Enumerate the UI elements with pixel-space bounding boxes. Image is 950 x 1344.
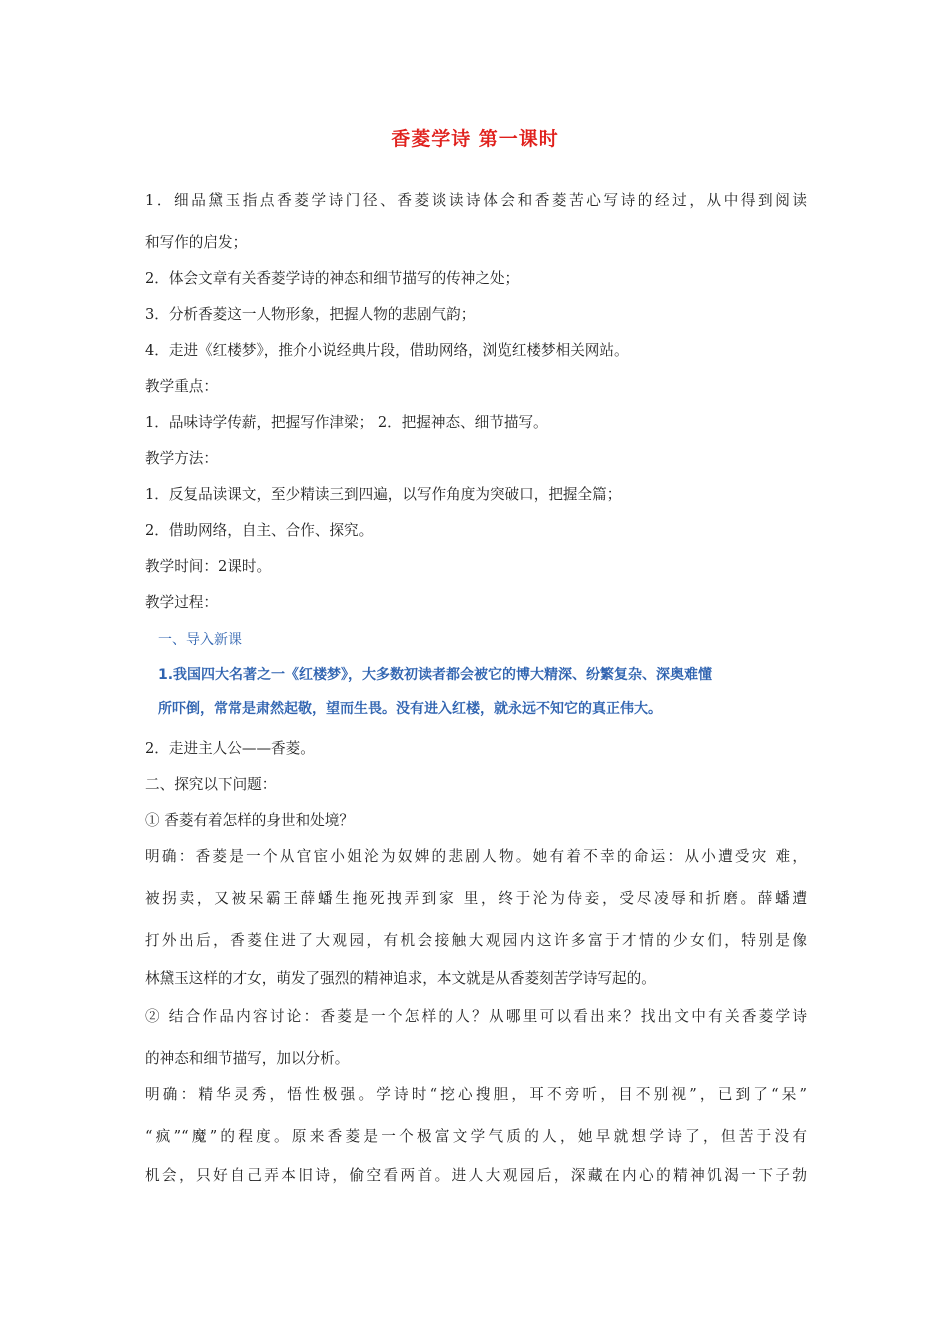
- intro-paragraph-line-1: 1.我国四大名著之一《红楼梦》，大多数初读者都会被它的博大精深、纷繁复杂、深奥难懂: [158, 667, 713, 683]
- protagonist-line: 2．走进主人公——香菱。: [145, 740, 315, 757]
- teaching-focus-heading: 教学重点：: [145, 378, 218, 395]
- document-title: 香菱学诗 第一课时: [391, 128, 559, 150]
- intro-section-heading: 一、导入新课: [158, 632, 242, 648]
- teaching-method-2: 2．借助网络，自主、合作、探究。: [145, 522, 374, 539]
- answer-1-line-2: 被拐卖，又被呆霸王薛蟠生拖死拽弄到家 里，终于沦为侍妾，受尽凌辱和折磨。薛蟠遭: [145, 890, 807, 907]
- teaching-method-heading: 教学方法：: [145, 450, 218, 467]
- question-2-line-1: ② 结合作品内容讨论：香菱是一个怎样的人？从哪里可以看出来？找出文中有关香菱学诗: [145, 1008, 807, 1025]
- teaching-focus-items: 1．品味诗学传薪，把握写作津梁； 2．把握神态、细节描写。: [145, 414, 548, 431]
- answer-1-line-3: 打外出后，香菱住进了大观园，有机会接触大观园内这许多富于才情的少女们，特别是像: [145, 932, 807, 949]
- teaching-method-1: 1．反复品读课文，至少精读三到四遍，以写作角度为突破口，把握全篇；: [145, 486, 622, 503]
- answer-2-line-1: 明确：精华灵秀，悟性极强。学诗时“挖心搜胆，耳不旁听，目不别视”，已到了“呆”: [145, 1086, 807, 1103]
- teaching-time: 教学时间：2课时。: [145, 558, 272, 575]
- answer-2-line-3: 机会，只好自己弄本旧诗，偷空看两首。进人大观园后，深藏在内心的精神饥渴一下子勃: [145, 1167, 807, 1184]
- objective-1-line-1: 1．细品黛玉指点香菱学诗门径、香菱谈读诗体会和香菱苦心写诗的经过，从中得到阅读: [145, 192, 807, 209]
- answer-1-line-4: 林黛玉这样的才女，萌发了强烈的精神追求，本文就是从香菱刻苦学诗写起的。: [145, 970, 656, 987]
- question-1: ① 香菱有着怎样的身世和处境？: [145, 812, 354, 829]
- answer-1-line-1: 明确：香菱是一个从官宦小姐沦为奴婢的悲剧人物。她有着不幸的命运：从小遭受灾 难，: [145, 848, 807, 865]
- explore-heading: 二、探究以下问题：: [145, 776, 277, 793]
- intro-paragraph-line-2: 所吓倒，常常是肃然起敬，望而生畏。没有进入红楼，就永远不知它的真正伟大。: [158, 701, 662, 717]
- objective-2: 2．体会文章有关香菱学诗的神态和细节描写的传神之处；: [145, 270, 520, 287]
- objective-3: 3．分析香菱这一人物形象，把握人物的悲剧气韵；: [145, 306, 476, 323]
- objective-4: 4．走进《红楼梦》，推介小说经典片段，借助网络，浏览红楼梦相关网站。: [145, 342, 629, 359]
- answer-2-line-2: “疯”“魔”的程度。原来香菱是一个极富文学气质的人，她早就想学诗了，但苦于没有: [145, 1128, 807, 1145]
- teaching-process-heading: 教学过程：: [145, 594, 218, 611]
- question-2-line-2: 的神态和细节描写，加以分析。: [145, 1050, 350, 1067]
- objective-1-line-2: 和写作的启发；: [145, 234, 248, 251]
